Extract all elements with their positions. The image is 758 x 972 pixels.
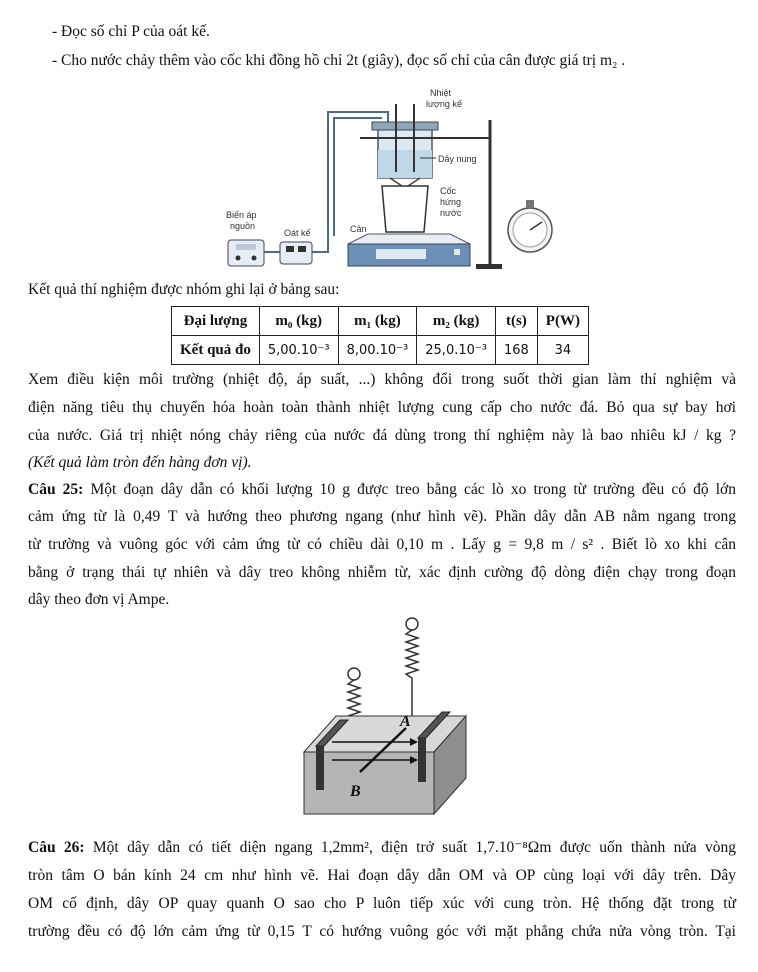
question-26-label: Câu 26: [28,839,85,856]
value-t: 168 [495,336,537,365]
rounding-note: (Kết quả làm tròn đến hàng đơn vị). [28,454,252,471]
question-25-line [28,480,736,500]
label-oat-ke: Oát kế [284,228,311,238]
question-25-label: Câu 25: [28,481,84,498]
paragraph-line: Xem điều kiện môi trường (nhiệt độ, áp suất, ...) không đổi trong suốt thời gian làm thí nghiệm và [28,371,736,388]
value-m0: 5,00.10⁻³ [259,336,338,365]
experiment-apparatus-figure [200,82,560,274]
header-p: P(W) [537,307,588,336]
paragraph-line: trường đều có độ lớn cảm ứng từ 0,15 T có hướng vuông góc với mặt phẳng chứa nửa vòng tròn. Tại [28,923,736,940]
header-quantity: Đại lượng [172,307,260,336]
label-can: Cân [350,224,367,234]
table-row [172,336,589,365]
paragraph-line: từ trường và vuông góc với cảm ứng từ có chiều dài 0,10 m . Lấy g = 9,8 m / s² . Biết lò xo khi cân [28,536,736,553]
label-day-nung: Dây nung [438,154,477,164]
instruction-add-water: - Cho nước chảy thêm vào cốc khi đồng hồ chỉ 2t (giây), đọc số chỉ của cân được giá trị m₂ . [52,52,626,69]
label-point-b: B [350,783,361,800]
label-luong-ke: lượng kế [426,99,462,109]
header-m0: m₀ (kg) [259,307,338,336]
paragraph-line: dây theo đơn vị Ampe. [28,591,170,608]
question-25-text: Một đoạn dây dẫn có khối lượng 10 g được treo bằng các lò xo trong từ trường đều có độ lớn [83,481,736,498]
question-26-text: Một dây dẫn có tiết diện ngang 1,2mm², điện trở suất 1,7.10⁻⁸Ωm được uốn thành nửa vòng [84,839,736,856]
label-nguon: nguồn [230,221,256,231]
paragraph-line: OM cố định, dây OP quay quanh O sao cho P luôn tiếp xúc với cung tròn. Hệ thống đặt trong từ [28,895,736,912]
paragraph-line: tròn tâm O bán kính 24 cm như hình vẽ. Hai đoạn dây dẫn OM và OP cùng loại với dây trên. Dây [28,867,736,884]
label-bien-ap: Biến áp [226,210,257,220]
row-label: Kết quả đo [172,336,260,365]
header-m1: m₁ (kg) [338,307,417,336]
instruction-read-power: - Đọc số chỉ P của oát kế. [52,23,210,40]
label-hung: hứng [440,197,462,207]
label-point-a: A [400,713,411,730]
label-nhiet: Nhiệt [430,88,452,98]
label-coc: Cốc [440,186,457,196]
question-26-line [28,838,736,858]
paragraph-line: bằng ở trạng thái tự nhiên và dây treo không nhiễm từ, xác định cường độ dòng điện chạy trong đoạn [28,564,736,581]
paragraph-line: điện năng tiêu thụ chuyển hóa hoàn toàn thành nhiệt lượng cung cấp cho nước đá. Bỏ qua sự bay hơi [28,399,736,416]
table-intro: Kết quả thí nghiệm được nhóm ghi lại ở bảng sau: [28,281,340,298]
paragraph-line: cảm ứng từ là 0,49 T và hướng theo phương ngang (như hình vẽ). Phần dây dẫn AB nằm ngang trong [28,508,736,525]
header-m2: m₂ (kg) [417,307,496,336]
value-p: 34 [537,336,588,365]
value-m1: 8,00.10⁻³ [338,336,417,365]
label-nuoc: nước [440,208,462,218]
table-header-row [172,307,589,336]
value-m2: 25,0.10⁻³ [417,336,496,365]
paragraph-line: của nước. Giá trị nhiệt nóng chảy riêng của nước đá dùng trong thí nghiệm này là bao nhiêu kJ / kg ? [28,427,736,444]
header-t: t(s) [495,307,537,336]
results-table [171,306,589,365]
magnet-wire-figure [290,612,470,824]
